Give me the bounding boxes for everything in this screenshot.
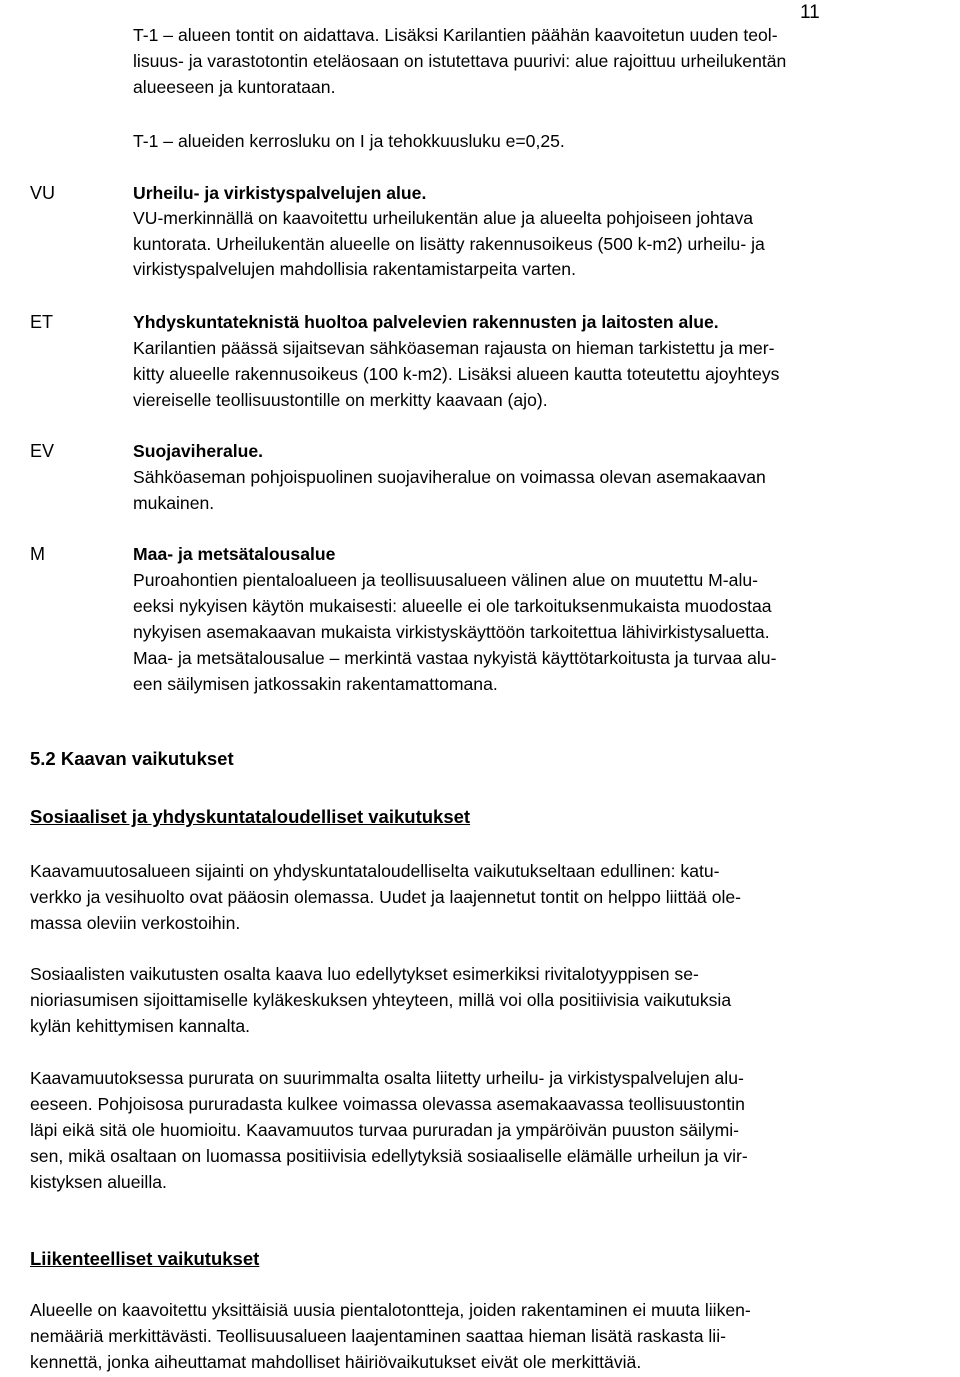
section-heading: 5.2 Kaavan vaikutukset [30, 748, 234, 769]
paragraph-line: Alueelle on kaavoitettu yksittäisiä uusia pientalotontteja, joiden rakentaminen ei muuta liiken- [30, 1300, 751, 1320]
paragraph-line: nioriasumisen sijoittamiselle kyläkeskuksen yhteyteen, millä voi olla positiivisia vaikutuksia [30, 990, 732, 1010]
zone-text-line: virkistyspalvelujen mahdollisia rakentamistarpeita varten. [133, 259, 576, 279]
zone-title-et: Yhdyskuntateknistä huoltoa palvelevien rakennusten ja laitosten alue. [133, 312, 719, 332]
intro-line: T-1 – alueen tontit on aidattava. Lisäksi Karilantien päähän kaavoitetun uuden teol- [133, 25, 778, 45]
zone-text-line: Karilantien päässä sijaitsevan sähköaseman rajausta on hieman tarkistettu ja mer- [133, 338, 775, 358]
zone-text-line: kuntorata. Urheilukentän alueelle on lisätty rakennusoikeus (500 k-m2) urheilu- ja [133, 234, 765, 254]
paragraph-line: eeseen. Pohjoisosa pururadasta kulkee voimassa olevassa asemakaavassa teollisuustontin [30, 1094, 745, 1114]
paragraph-line: kylän kehittymisen kannalta. [30, 1016, 251, 1036]
zone-text-line: Sähköaseman pohjoispuolinen suojaviheralue on voimassa olevan asemakaavan [133, 467, 766, 487]
zone-title-m: Maa- ja metsätalousalue [133, 544, 336, 564]
zone-text-line: kitty alueelle rakennusoikeus (100 k-m2). Lisäksi alueen kautta toteutettu ajoyhteys [133, 364, 780, 384]
paragraph-line: nemääriä merkittävästi. Teollisuusalueen laajentaminen saattaa hieman lisätä raskasta lii- [30, 1326, 726, 1346]
intro-line: lisuus- ja varastotontin eteläosaan on istutettava puurivi: alue rajoittuu urheilukentän [133, 51, 787, 71]
intro-line: alueeseen ja kuntorataan. [133, 77, 336, 97]
zone-text-line: nykyisen asemakaavan mukaista virkistyskäyttöön tarkoitettua lähivirkistysaluetta. [133, 622, 770, 642]
zone-code-ev: EV [30, 441, 55, 461]
zone-text-line: mukainen. [133, 493, 215, 513]
subsection-heading-traffic: Liikenteelliset vaikutukset [30, 1248, 260, 1269]
zone-text-line: VU-merkinnällä on kaavoitettu urheilukentän alue ja alueelta pohjoiseen johtava [133, 208, 754, 228]
paragraph-line: läpi eikä sitä ole huomioitu. Kaavamuutos turvaa pururadan ja ympäröivän puuston säilymi- [30, 1120, 740, 1140]
paragraph-line: Kaavamuutosalueen sijainti on yhdyskuntataloudelliselta vaikutukseltaan edullinen: katu- [30, 861, 720, 881]
paragraph-line: sen, mikä osaltaan on luomassa positiivisia edellytyksiä sosiaaliselle elämälle urheilun ja vir- [30, 1146, 748, 1166]
zone-text-line: eeksi nykyisen käytön mukaisesti: alueelle ei ole tarkoituksenmukaista muodostaa [133, 596, 772, 616]
paragraph-line: massa oleviin verkostoihin. [30, 913, 241, 933]
floor-note: T-1 – alueiden kerrosluku on I ja tehokkuusluku e=0,25. [133, 131, 565, 151]
paragraph-line: Kaavamuutoksessa pururata on suurimmalta osalta liitetty urheilu- ja virkistyspalvelujen alu- [30, 1068, 744, 1088]
zone-code-vu: VU [30, 183, 56, 203]
zone-text-line: Maa- ja metsätalousalue – merkintä vastaa nykyistä käyttötarkoitusta ja turvaa alu- [133, 648, 777, 668]
zone-code-m: M [30, 544, 45, 564]
zone-text-line: Puroahontien pientaloalueen ja teollisuusalueen välinen alue on muutettu M-alu- [133, 570, 759, 590]
paragraph-line: kennettä, jonka aiheuttamat mahdolliset häiriövaikutukset eivät ole merkittäviä. [30, 1352, 642, 1372]
zone-text-line: viereiselle teollisuustontille on merkitty kaavaan (ajo). [133, 390, 548, 410]
zone-code-et: ET [30, 312, 54, 332]
zone-title-ev: Suojaviheralue. [133, 441, 264, 461]
paragraph-line: verkko ja vesihuolto ovat pääosin olemassa. Uudet ja laajennetut tontit on helppo liittää ole- [30, 887, 742, 907]
subsection-heading-social: Sosiaaliset ja yhdyskuntataloudelliset vaikutukset [30, 806, 471, 827]
zone-text-line: een säilymisen jatkossakin rakentamattomana. [133, 674, 498, 694]
zone-title-vu: Urheilu- ja virkistyspalvelujen alue. [133, 183, 427, 203]
paragraph-line: Sosiaalisten vaikutusten osalta kaava luo edellytykset esimerkiksi rivitalotyyppisen se- [30, 964, 699, 984]
paragraph-line: kistyksen alueilla. [30, 1172, 167, 1192]
page-number: 11 [800, 2, 820, 23]
